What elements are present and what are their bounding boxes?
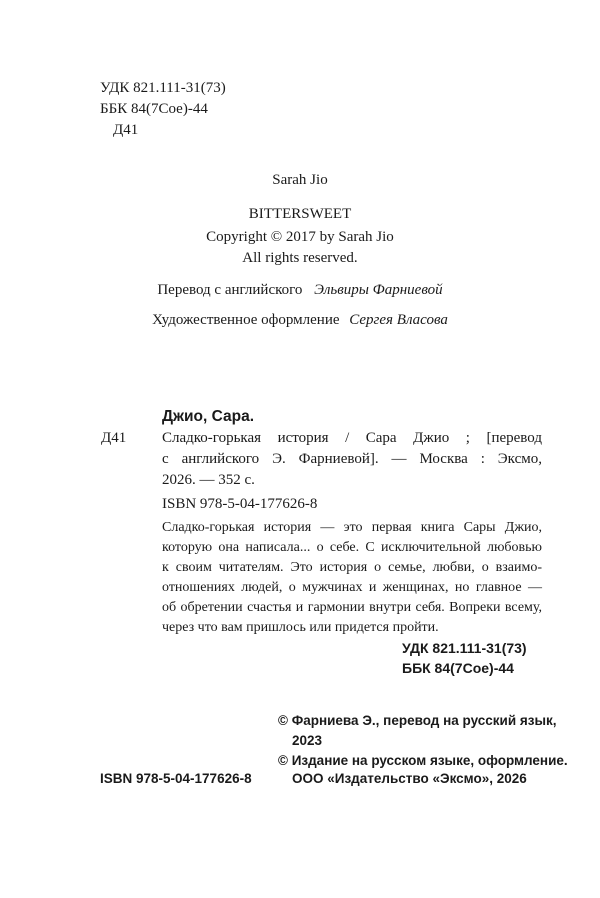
design-credit <box>0 312 600 329</box>
catalog-isbn: ISBN 978-5-04-177626-8 <box>162 496 318 512</box>
designer-name: Сергея Власова <box>349 312 448 328</box>
translation-copyright: © Фарниева Э., перевод на русский язык, <box>278 713 557 728</box>
translation-copyright-year: 2023 <box>292 733 323 748</box>
catalog-code: Д41 <box>101 430 127 446</box>
publisher-copyright: ООО «Издательство «Эксмо», 2026 <box>292 771 527 786</box>
author-mark: Д41 <box>113 122 139 138</box>
description-line: с английского Э. Фарниевой]. — Москва : Эксмо, <box>162 451 542 467</box>
annotation-line: Сладко-горькая история — это первая книга Сары Джио, <box>162 520 542 535</box>
catalog-udk: УДК 821.111-31(73) <box>402 640 527 656</box>
rights-reserved: All rights reserved. <box>242 250 358 266</box>
annotation-line: которую она написала... о себе. С исключительной любовью <box>162 540 542 555</box>
translation-label: Перевод с английского <box>157 282 303 298</box>
annotation-line: об обретении счастья и гармонии внутри себя. Вопреки всему, <box>162 600 542 615</box>
annotation-line: через что вам пришлось или придется пройти. <box>162 620 439 635</box>
original-copyright: Copyright © 2017 by Sarah Jio <box>206 229 394 245</box>
design-label: Художественное оформление <box>152 312 340 328</box>
description-line: Сладко-горькая история / Сара Джио ; [перевод <box>162 430 542 446</box>
translation-credit <box>0 282 600 299</box>
udk-code: УДК 821.111-31(73) <box>100 80 226 96</box>
edition-copyright: © Издание на русском языке, оформление. <box>278 753 568 768</box>
catalog-author: Джио, Сара. <box>162 408 255 425</box>
translator-name: Эльвиры Фарниевой <box>314 282 443 298</box>
catalog-bbk: ББК 84(7Сое)-44 <box>402 660 514 676</box>
original-author: Sarah Jio <box>272 172 328 188</box>
footer-isbn: ISBN 978-5-04-177626-8 <box>100 771 252 786</box>
annotation-line: к своим читателям. Это история о семье, любви, о взаимо- <box>162 560 542 575</box>
annotation-line: отношениях людей, о мужчинах и женщинах, но главное — <box>162 580 542 595</box>
description-line: 2026. — 352 с. <box>162 472 255 488</box>
bbk-code: ББК 84(7Сое)-44 <box>100 101 208 117</box>
original-title: BITTERSWEET <box>248 206 352 222</box>
